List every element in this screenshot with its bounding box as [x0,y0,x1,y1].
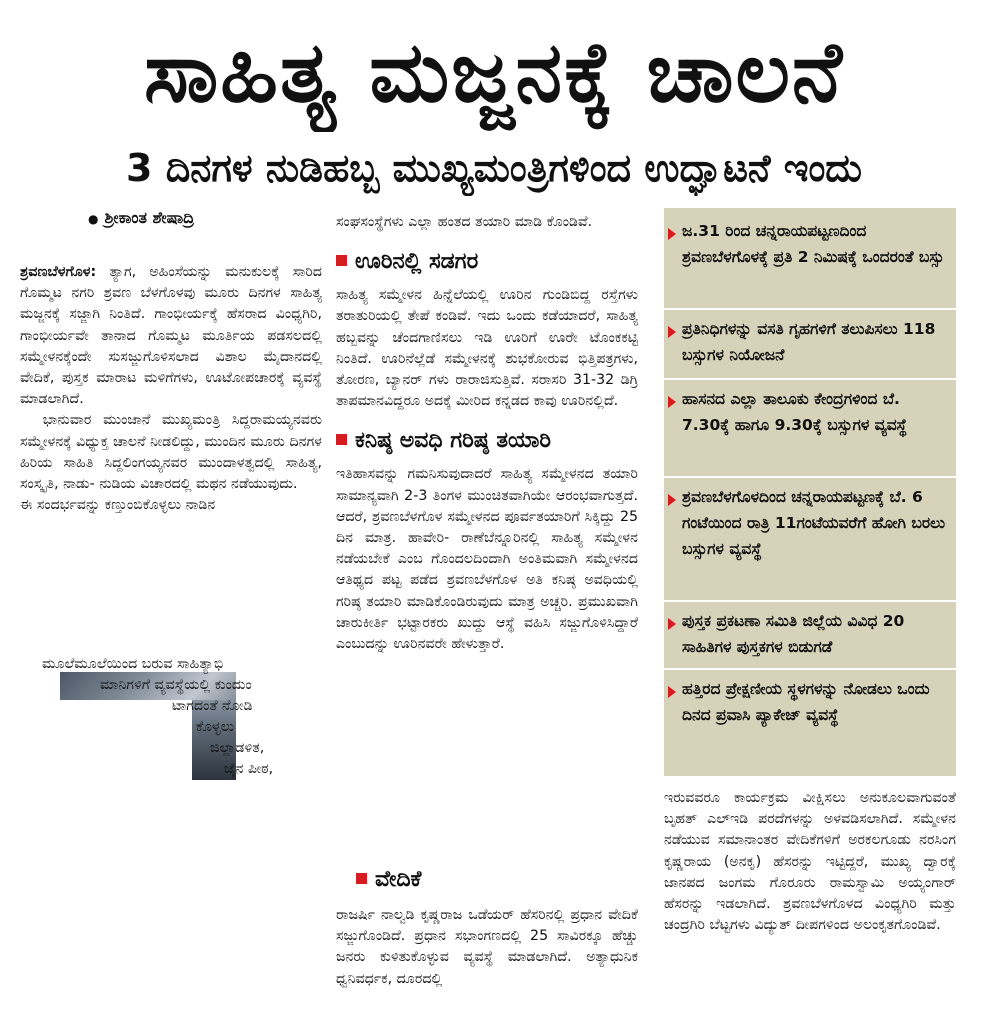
red-square-icon [336,434,347,445]
wrapped-line: ಜೈನ ಪೀಠ, [224,761,274,777]
paragraph: ಈ ಸಂದರ್ಭವನ್ನು ಕಣ್ತುಂಬಿಕೊಳ್ಳಲು ನಾಡಿನ [20,497,216,514]
red-square-icon [336,255,347,266]
red-arrow-icon [668,686,676,698]
red-arrow-icon [668,494,676,506]
red-arrow-icon [668,396,676,408]
byline [88,208,194,228]
highlight-item: ಶ್ರವಣಬೆಳಗೊಳದಿಂದ ಚನ್ನರಾಯಪಟ್ಟಣಕ್ಕೆ ಬೆ. 6 ಗಂಟೆಯಿಂದ ರಾತ್ರಿ 11ಗಂಟೆಯವರೆಗೆ ಹೋಗಿ ಬರಲು ಬಸ್ಸುಗಳ ವ್ಯವಸ್ಥೆ [664,480,956,566]
highlight-item: ಹಾಸನದ ಎಲ್ಲಾ ತಾಲೂಕು ಕೇಂದ್ರಗಳಿಂದ ಬೆ. 7.30ಕ್ಕೆ ಹಾಗೂ 9.30ಕ್ಕೆ ಬಸ್ಸುಗಳ ವ್ಯವಸ್ಥೆ [664,382,956,442]
paragraph: ಶ್ರವಣಬೆಳಗೊಳ: ತ್ಯಾಗ, ಅಹಿಂಸೆಯನ್ನು ಮನುಕುಲಕ್ಕೆ ಸಾರಿದ ಗೊಮ್ಮಟ ನಗರಿ ಶ್ರವಣ ಬೆಳಗೊಳವು ಮೂರು ದಿನಗಳ ಸಾಹಿತ್ಯ ಮಜ್ಜನಕ್ಕೆ ಸಜ್ಜಾಗಿ ನಿಂತಿದೆ. ಗಾಂಭೀರ್ಯಕ್ಕೆ ಹೆಸರಾದ ವಿಂಧ್ಯಗಿರಿ, ಗಾಂಭೀರ್ಯವೇ ತಾನಾದ ಗೊಮ್ಮಟ ಮೂರ್ತಿಯ ಪಡಸಲದಲ್ಲಿ ಸಮ್ಮೇಳನಕ್ಕೆಂದೇ ಸುಸಜ್ಜುಗೊಳಿಸಲಾದ ವಿಶಾಲ ಮೈದಾನದಲ್ಲಿ ವೇದಿಕೆ, ಪುಸ್ತಕ ಮಾರಾಟ ಮಳಿಗೆಗಳು, ಊಟೋಪಚಾರಕ್ಕೆ ವ್ಯವಸ್ಥೆ ಮಾಡಲಾಗಿದೆ. [20,264,323,408]
red-arrow-icon [668,228,676,240]
headline: ಸಾಹಿತ್ಯ ಮಜ್ಜನಕ್ಕೆ ಚಾಲನೆ [144,23,844,121]
wrapped-line: ಮಾನಿಗಳಿಗೆ ವ್ಯವಸ್ಥೆಯಲ್ಲಿ ಕುಂದುಂ [100,677,252,693]
section-heading: ವೇದಿಕೆ [356,865,421,895]
wrapped-line: ಕೊಳ್ಳಲು [196,719,235,735]
highlight-item: ಜ.31 ರಿಂದ ಚನ್ನರಾಯಪಟ್ಟಣದಿಂದ ಶ್ರವಣಬೆಳಗೊಳಕ್ಕೆ ಪ್ರತಿ 2 ನಿಮಿಷಕ್ಕೆ ಒಂದರಂತೆ ಬಸ್ಸು [664,214,956,274]
paragraph: ಸಂಘಸಂಸ್ಥೆಗಳು ಎಲ್ಲಾ ಹಂತದ ತಯಾರಿ ಮಾಡಿ ಕೊಂಡಿವೆ. [336,214,593,230]
wrapped-line: ಜಿಲ್ಲಾಡಳಿತ, [210,740,265,756]
byline-name: ಶ್ರೀಕಾಂತ ಶೇಷಾದ್ರಿ [104,208,195,227]
wrapped-line: ಟಾಗದಂತೆ ನೋಡಿ [172,698,253,714]
bullet-icon: ● [88,212,99,226]
section-heading: ಕನಿಷ್ಠ ಅವಧಿ ಗರಿಷ್ಠ ತಯಾರಿ [336,426,638,456]
highlight-item: ಹತ್ತಿರದ ಪ್ರೇಕ್ಷಣೀಯ ಸ್ಥಳಗಳನ್ನು ನೋಡಲು ಒಂದು ದಿನದ ಪ್ರವಾಸಿ ಪ್ಯಾಕೇಜ್ ವ್ಯವಸ್ಥೆ [664,672,956,732]
divider [664,600,956,602]
subheadline: 3 ದಿನಗಳ ನುಡಿಹಬ್ಬ ಮುಖ್ಯಮಂತ್ರಿಗಳಿಂದ ಉದ್ಘಾಟನೆ ಇಂದು [126,146,862,190]
highlight-item: ಪುಸ್ತಕ ಪ್ರಕಟಣಾ ಸಮಿತಿ ಜಿಲ್ಲೆಯ ವಿವಿಧ 20 ಸಾಹಿತಿಗಳ ಪುಸ್ತಕಗಳ ಬಿಡುಗಡೆ [664,604,956,664]
red-square-icon [356,873,367,884]
column-2 [336,212,638,655]
wrapped-line: ಮೂಲೆಮೂಲೆಯಿಂದ ಬರುವ ಸಾಹಿತ್ಯಾಭಿ [42,656,224,672]
divider [664,378,956,380]
paragraph: ಸಾಹಿತ್ಯ ಸಮ್ಮೇಳನ ಹಿನ್ನೆಲೆಯಲ್ಲಿ ಊರಿನ ಗುಂಡಿಬಿದ್ದ ರಸ್ತೆಗಳು ತರಾತುರಿಯಲ್ಲಿ ತೇಪೆ ಕಂಡಿವೆ. ಇದು ಒಂದು ಕಡೆಯಾದರೆ, ಸಾಹಿತ್ಯ ಹಬ್ಬವನ್ನು ಚೆಂದಗಾಣಿಸಲು ಇಡಿ ಊರಿಗೆ ಊರೇ ಟೊಂಕಕಟ್ಟಿ ನಿಂತಿದೆ. ಊರಿನೆಲ್ಲೆಡೆ ಸಮ್ಮೇಳನಕ್ಕೆ ಶುಭಕೋರುವ ಭಿತ್ತಿಪತ್ರಗಳು, ತೋರಣ, ಬ್ಯಾನರ್ ಗಳು ರಾರಾಜಿಸುತ್ತಿವೆ. ಸರಾಸರಿ 31-32 ಡಿಗ್ರಿ ತಾಪಮಾನವಿದ್ದರೂ ಅದಕ್ಕೆ ಮೀರಿದ ಕನ್ನಡದ ಕಾವು ಊರಿನಲ್ಲಿದೆ. [336,287,638,410]
column-1 [20,262,322,516]
red-arrow-icon [668,618,676,630]
paragraph: ಭಾನುವಾರ ಮುಂಜಾನೆ ಮುಖ್ಯಮಂತ್ರಿ ಸಿದ್ದರಾಮಯ್ಯನವರು ಸಮ್ಮೇಳನಕ್ಕೆ ವಿಧ್ಯುಕ್ತ ಚಾಲನೆ ನೀಡಲಿದ್ದು, ಮುಂದಿನ ಮೂರು ದಿನಗಳ ಹಿರಿಯ ಸಾಹಿತಿ ಸಿದ್ದಲಿಂಗಯ್ಯನವರ ಮುಂದಾಳತ್ವದಲ್ಲಿ ಸಾಹಿತ್ಯ, ಸಂಸ್ಕೃತಿ, ನಾಡು- ನುಡಿಯ ವಿಚಾರದಲ್ಲಿ ಮಥನ ನಡೆಯುವುದು. [20,412,322,493]
paragraph: ಇರುವವರೂ ಕಾರ್ಯಕ್ರಮ ವೀಕ್ಷಿಸಲು ಅನುಕೂಲವಾಗುವಂತೆ ಬೃಹತ್ ಎಲ್‌ಇಡಿ ಪರದೆಗಳನ್ನು ಅಳವಡಿಸಲಾಗಿದೆ. ಸಮ್ಮೇಳನ ನಡೆಯುವ ಸಮಾನಾಂತರ ವೇದಿಕೆಗಳಿಗೆ ಅರಕಲಗೂಡು ನರಸಿಂಗ ಕೃಷ್ಣರಾಯ (ಅನಕೃ) ಹೆಸರನ್ನು ಇಟ್ಟಿದ್ದರೆ, ಮುಖ್ಯ ದ್ವಾರಕ್ಕೆ ಜಾನಪದ ಜಂಗಮ ಗೊರೂರು ರಾಮಸ್ವಾಮಿ ಅಯ್ಯಂಗಾರ್ ಹೆಸರನ್ನು ಇಡಲಾಗಿದೆ. ಶ್ರವಣಬೆಳಗೊಳದ ವಿಂಧ್ಯಗಿರಿ ಮತ್ತು ಚಂದ್ರಗಿರಿ ಬೆಟ್ಟಗಳು ವಿದ್ಯುತ್ ದೀಪಗಳಿಂದ ಅಲಂಕೃತಗೊಂಡಿವೆ. [664,790,956,934]
red-arrow-icon [668,326,676,338]
paragraph: ರಾಜರ್ಷಿ ನಾಲ್ವಡಿ ಕೃಷ್ಣರಾಜ ಒಡೆಯರ್ ಹೆಸರಿನಲ್ಲಿ ಪ್ರಧಾನ ವೇದಿಕೆ ಸಜ್ಜುಗೊಂಡಿದೆ. ಪ್ರಧಾನ ಸಭಾಂಗಣದಲ್ಲಿ 25 ಸಾವಿರಕ್ಕೂ ಹೆಚ್ಚು ಜನರು ಕುಳಿತುಕೊಳ್ಳುವ ವ್ಯವಸ್ಥೆ ಮಾಡಲಾಗಿದೆ. ಅತ್ಯಾಧುನಿಕ ಧ್ವನಿವರ್ಧಕ, ದೂರದಲ್ಲಿ [336,907,638,987]
dateline: ಶ್ರವಣಬೆಳಗೊಳ: [20,264,97,280]
highlights-box [664,208,956,776]
divider [664,668,956,670]
column-2-bottom [336,905,638,990]
column-3 [664,788,956,936]
highlight-item: ಪ್ರತಿನಿಧಿಗಳನ್ನು ವಸತಿ ಗೃಹಗಳಿಗೆ ತಲುಪಿಸಲು 118 ಬಸ್ಸುಗಳ ನಿಯೋಜನೆ [664,312,956,372]
section-heading: ಊರಿನಲ್ಲಿ ಸಡಗರ [336,247,638,277]
paragraph: ಇತಿಹಾಸವನ್ನು ಗಮನಿಸುವುದಾದರೆ ಸಾಹಿತ್ಯ ಸಮ್ಮೇಳನದ ತಯಾರಿ ಸಾಮಾನ್ಯವಾಗಿ 2-3 ತಿಂಗಳ ಮುಂಚಿತವಾಗಿಯೇ ಆರಂಭವಾಗುತ್ತದೆ. ಆದರೆ, ಶ್ರವಣಬೆಳಗೊಳ ಸಮ್ಮೇಳನದ ಪೂರ್ವತಯಾರಿಗೆ ಸಿಕ್ಕಿದ್ದು 25 ದಿನ ಮಾತ್ರ. ಹಾವೇರಿ- ರಾಣೆಬೆನ್ನೂರಿನಲ್ಲಿ ಸಾಹಿತ್ಯ ಸಮ್ಮೇಳನ ನಡೆಯಬೇಕೆ ಎಂಬ ಗೊಂದಲದಿಂದಾಗಿ ಅಂತಿಮವಾಗಿ ಸಮ್ಮೇಳನದ ಆತಿಥ್ಯದ ಪಟ್ಟ ಪಡೆದ ಶ್ರವಣಬೆಳಗೊಳ ಅತಿ ಕನಿಷ್ಠ ಅವಧಿಯಲ್ಲಿ ಗರಿಷ್ಠ ತಯಾರಿ ಮಾಡಿಕೊಂಡಿರುವುದು ಮಾತ್ರ ಅಚ್ಚರಿ. ಪ್ರಮುಖವಾಗಿ ಚಾರುಕೀರ್ತಿ ಭಟ್ಟಾರಕರು ಖುದ್ದು ಆಸ್ಥೆ ವಹಿಸಿ ಸಜ್ಜುಗೊಳಿಸಿದ್ದಾರೆ ಎಂಬುದನ್ನು ಊರಿನವರೇ ಹೇಳುತ್ತಾರೆ. [336,466,638,653]
divider [664,308,956,310]
divider [664,476,956,478]
